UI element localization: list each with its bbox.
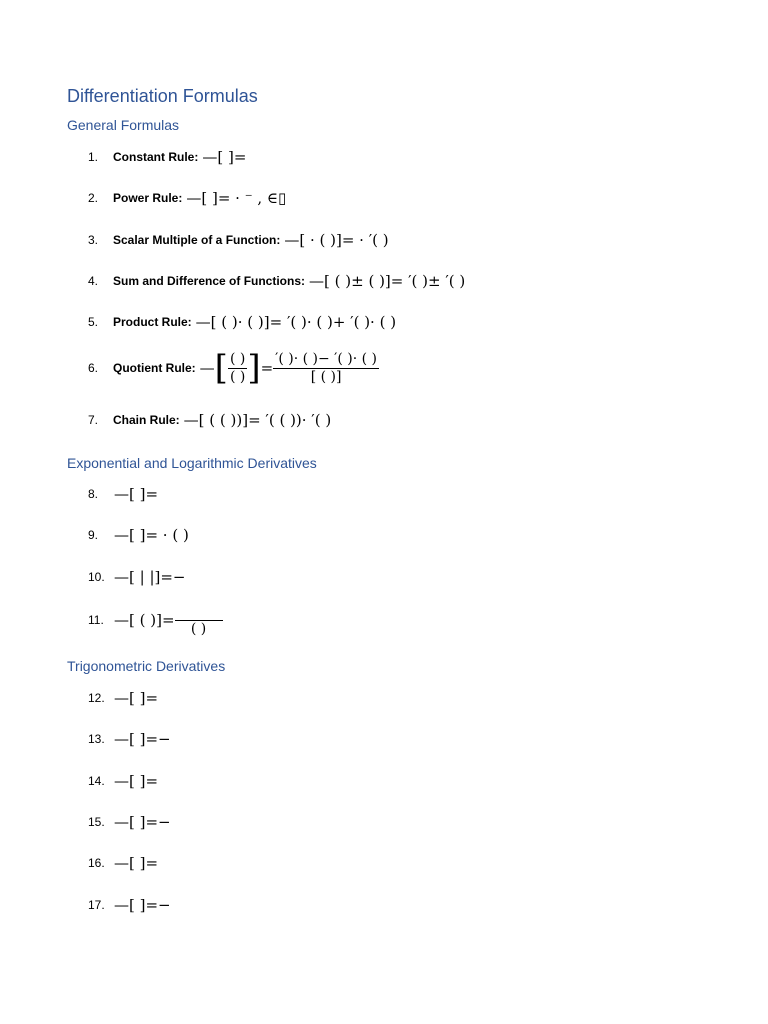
formula: —[ ]=− bbox=[114, 896, 171, 914]
list-item bbox=[88, 807, 171, 837]
list-item bbox=[88, 890, 171, 920]
inner-numerator: ( ) bbox=[229, 350, 246, 367]
item-number: 10. bbox=[88, 570, 105, 584]
list-item bbox=[88, 848, 158, 878]
formula-prefix: —[ ( )]= bbox=[114, 611, 175, 629]
formula: —[ ]= bbox=[114, 772, 159, 790]
quotient-denominator: [ ( )] bbox=[310, 368, 342, 385]
list-item bbox=[88, 266, 465, 296]
formula: —[ ]= · ⁻ , ∈▯ bbox=[186, 189, 287, 207]
list-item bbox=[88, 683, 158, 713]
item-number: 12. bbox=[88, 691, 105, 705]
formula: —[ ]=− bbox=[114, 730, 171, 748]
list-item bbox=[88, 346, 379, 390]
quotient-fraction bbox=[273, 351, 379, 386]
formula: —[ ]= bbox=[114, 485, 159, 503]
formula: —[ · ( )]= · ′( ) bbox=[284, 231, 389, 249]
item-number: 17. bbox=[88, 898, 105, 912]
item-number: 9. bbox=[88, 528, 99, 542]
item-number: 16. bbox=[88, 856, 105, 870]
right-bracket: ] bbox=[247, 348, 261, 388]
rule-label: Power Rule: bbox=[113, 191, 183, 205]
item-number: 5. bbox=[88, 315, 99, 329]
list-item bbox=[88, 520, 189, 550]
item-number: 14. bbox=[88, 774, 105, 788]
formula: —[ ]= bbox=[114, 854, 159, 872]
list-item bbox=[88, 142, 246, 172]
fraction-denominator: ( ) bbox=[190, 620, 207, 637]
item-number: 13. bbox=[88, 732, 105, 746]
rule-label: Product Rule: bbox=[113, 315, 192, 329]
quotient-numerator: ′( )· ( )− ′( )· ( ) bbox=[275, 350, 377, 367]
item-number: 2. bbox=[88, 191, 99, 205]
document-title: Differentiation Formulas bbox=[67, 86, 258, 106]
section-heading-trig: Trigonometric Derivatives bbox=[67, 658, 226, 674]
item-number: 11. bbox=[88, 613, 104, 627]
formula: —[ ]=− bbox=[114, 813, 171, 831]
list-item bbox=[88, 600, 223, 640]
formula: —[ ( )± ( )]= ′( )± ′( ) bbox=[309, 272, 466, 290]
formula-prefix: — bbox=[199, 359, 215, 377]
item-number: 4. bbox=[88, 274, 99, 288]
section-heading-exp-log: Exponential and Logarithmic Derivatives bbox=[67, 455, 317, 471]
list-item bbox=[88, 225, 389, 255]
formula: —[ ]= bbox=[202, 148, 247, 166]
rule-label: Chain Rule: bbox=[113, 413, 180, 427]
inner-fraction bbox=[228, 351, 247, 386]
list-item bbox=[88, 307, 396, 337]
fraction-numerator bbox=[175, 603, 223, 620]
formula: —[ ]= bbox=[114, 689, 159, 707]
formula: —[ ( )· ( )]= ′( )· ( )+ ′( )· ( ) bbox=[195, 313, 397, 331]
list-item bbox=[88, 562, 185, 592]
list-item bbox=[88, 724, 171, 754]
item-number: 8. bbox=[88, 487, 99, 501]
section-heading-general: General Formulas bbox=[67, 117, 180, 133]
inner-denominator: ( ) bbox=[229, 368, 246, 385]
derivative-fraction bbox=[175, 603, 223, 638]
item-number: 7. bbox=[88, 413, 99, 427]
item-number: 1. bbox=[88, 150, 99, 164]
formula: —[ ( ( ))]= ′( ( ))· ′( ) bbox=[183, 411, 332, 429]
list-item bbox=[88, 479, 158, 509]
list-item bbox=[88, 766, 158, 796]
item-number: 6. bbox=[88, 361, 99, 375]
rule-label: Constant Rule: bbox=[113, 150, 199, 164]
formula: —[ ]= · ( ) bbox=[114, 526, 189, 544]
item-number: 3. bbox=[88, 233, 99, 247]
formula: —[ | |]=− bbox=[114, 568, 186, 586]
item-number: 15. bbox=[88, 815, 105, 829]
rule-label: Quotient Rule: bbox=[113, 361, 196, 375]
left-bracket: [ bbox=[214, 348, 228, 388]
list-item bbox=[88, 405, 331, 435]
rule-label: Scalar Multiple of a Function: bbox=[113, 233, 281, 247]
equals-sign: = bbox=[260, 359, 274, 377]
list-item bbox=[88, 183, 286, 213]
rule-label: Sum and Difference of Functions: bbox=[113, 274, 306, 288]
